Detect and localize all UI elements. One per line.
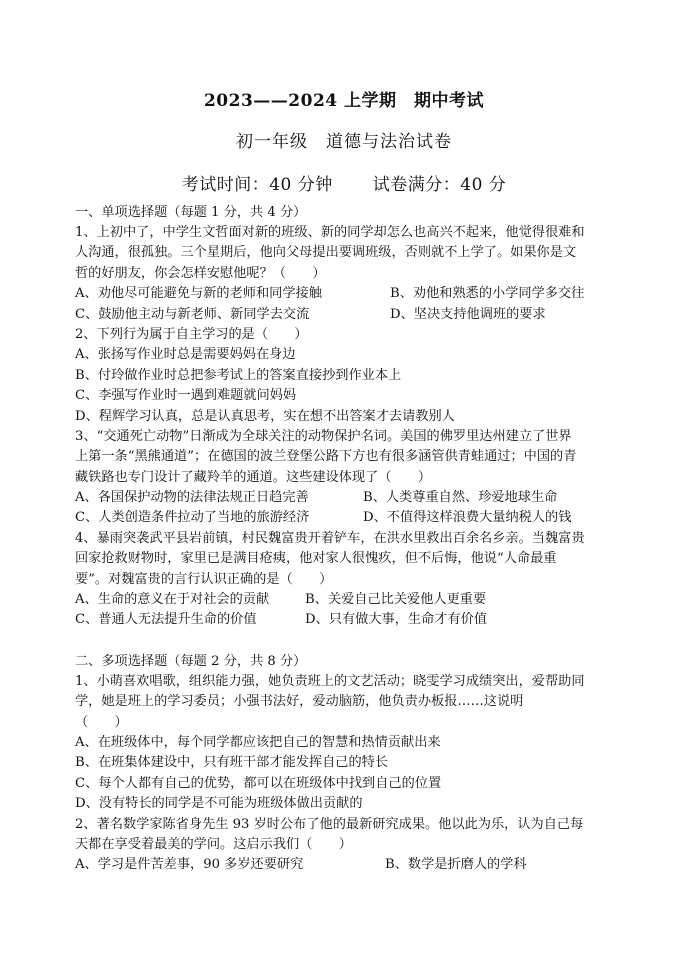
option-row <box>75 855 615 875</box>
exam-title: 2023——2024 上学期 期中考试 <box>203 91 485 111</box>
option-a: A、在班级体中，每个同学都应该把自己的智慧和热情贡献出来 <box>75 734 441 750</box>
section-2-title: 二、多项选择题（每题 2 分，共 8 分） <box>75 653 307 669</box>
option-a: A、张扬写作业时总是需要妈妈在身边 <box>75 347 296 363</box>
question-line: 回家抢救财物时，家里已是满目疮痍，他对家人很愧疚，但不后悔，他说“人命最重 <box>75 551 557 567</box>
option-a: A、各国保护动物的法律法规正日趋完善 <box>75 490 309 506</box>
option-c: C、普通人无法提升生命的价值 <box>75 612 257 628</box>
option-b: B、数学是折磨人的学科 <box>385 857 527 873</box>
option-row <box>75 590 615 610</box>
option-d: D、不值得这样浪费大量纳税人的钱 <box>363 510 572 526</box>
option-row <box>75 508 615 528</box>
option-d: D、坚决支持他调班的要求 <box>390 306 546 322</box>
option-c: C、人类创造条件拉动了当地的旅游经济 <box>75 510 310 526</box>
question-line: 2、下列行为属于自主学习的是（ ） <box>75 326 308 342</box>
option-row <box>75 610 615 630</box>
exam-info <box>0 170 688 195</box>
question-line: 人沟通，很孤独。三个星期后，他向父母提出要调班级，否则就不上学了。如果你是文 <box>75 245 577 261</box>
option-b: B、付玲做作业时总把参考试上的答案直接抄到作业本上 <box>75 367 402 383</box>
option-c: C、每个人都有自己的优势，都可以在班级体中找到自己的位置 <box>75 775 442 791</box>
option-row <box>75 488 615 508</box>
question-line: 4、暴雨突袭武平县岩前镇，村民魏富贵开着铲车，在洪水里救出百余名乡亲。当魏富贵 <box>75 530 585 546</box>
exam-score: 试卷满分：40 分 <box>372 175 507 195</box>
exam-subtitle: 初一年级 道德与法治试卷 <box>236 132 452 152</box>
option-c: C、鼓励他主动与新老师、新同学去交流 <box>75 306 310 322</box>
question-line: 上第一条“黑熊通道”；在德国的波兰登堡公路下方也有很多涵管供青蛙通过；中国的青 <box>75 449 577 465</box>
question-line: 学，她是班上的学习委员；小强书法好，爱动脑筋，他负责办板报……这说明 <box>75 694 524 710</box>
question-line: （ ） <box>75 714 128 730</box>
section-gap <box>75 631 615 651</box>
section-1-title: 一、单项选择题（每题 1 分，共 4 分） <box>75 205 307 220</box>
option-b: B、在班集体建设中，只有班干部才能发挥自己的特长 <box>75 755 389 771</box>
question-line: 1、小萌喜欢唱歌，组织能力强，她负责班上的文艺活动；晓雯学习成绩突出，爱帮助同 <box>75 673 585 689</box>
question-line: 2、著名数学家陈省身先生 93 岁时公布了他的最新研究成果。他以此为乐，认为自己每 <box>75 816 584 832</box>
option-a: A、劝他尽可能避免与新的老师和同学接触 <box>75 286 322 302</box>
option-a: A、学习是件苦差事，90 多岁还要研究 <box>75 857 304 873</box>
option-d: D、没有特长的同学是不可能为班级体做出贡献的 <box>75 796 363 812</box>
question-line: 1、上初中了，中学生文哲面对新的班级、新的同学却怎么也高兴不起来，他觉得很难和 <box>75 225 585 240</box>
exam-time: 考试时间：40 分钟 <box>181 175 333 195</box>
option-c: C、李强写作业时一遇到难题就问妈妈 <box>75 388 297 404</box>
question-line: 藏铁路也专门设计了藏羚羊的通道。这些建设体现了（ ） <box>75 469 432 485</box>
option-d: D、程辉学习认真，总是认真思考，实在想不出答案才去请教别人 <box>75 408 455 424</box>
option-b: B、人类尊重自然、珍爱地球生命 <box>363 490 558 506</box>
option-d: D、只有做大事，生命才有价值 <box>305 612 488 628</box>
exam-content <box>75 202 615 876</box>
question-line: 天都在享受着最美的学问。这启示我们（ ） <box>75 836 352 852</box>
option-b: B、劝他和熟悉的小学同学多交往 <box>390 286 585 302</box>
question-line: 3、“交通死亡动物”日渐成为全球关注的动物保护名词。美国的佛罗里达州建立了世界 <box>75 428 572 444</box>
option-row <box>75 305 615 325</box>
option-a: A、生命的意义在于对社会的贡献 <box>75 592 270 608</box>
option-row <box>75 284 615 304</box>
question-line: 哲的好朋友，你会怎样安慰他呢？（ ） <box>75 265 326 281</box>
question-line: 要”。对魏富贵的言行认识正确的是（ ） <box>75 571 333 587</box>
option-b: B、关爱自己比关爱他人更重要 <box>305 592 487 608</box>
